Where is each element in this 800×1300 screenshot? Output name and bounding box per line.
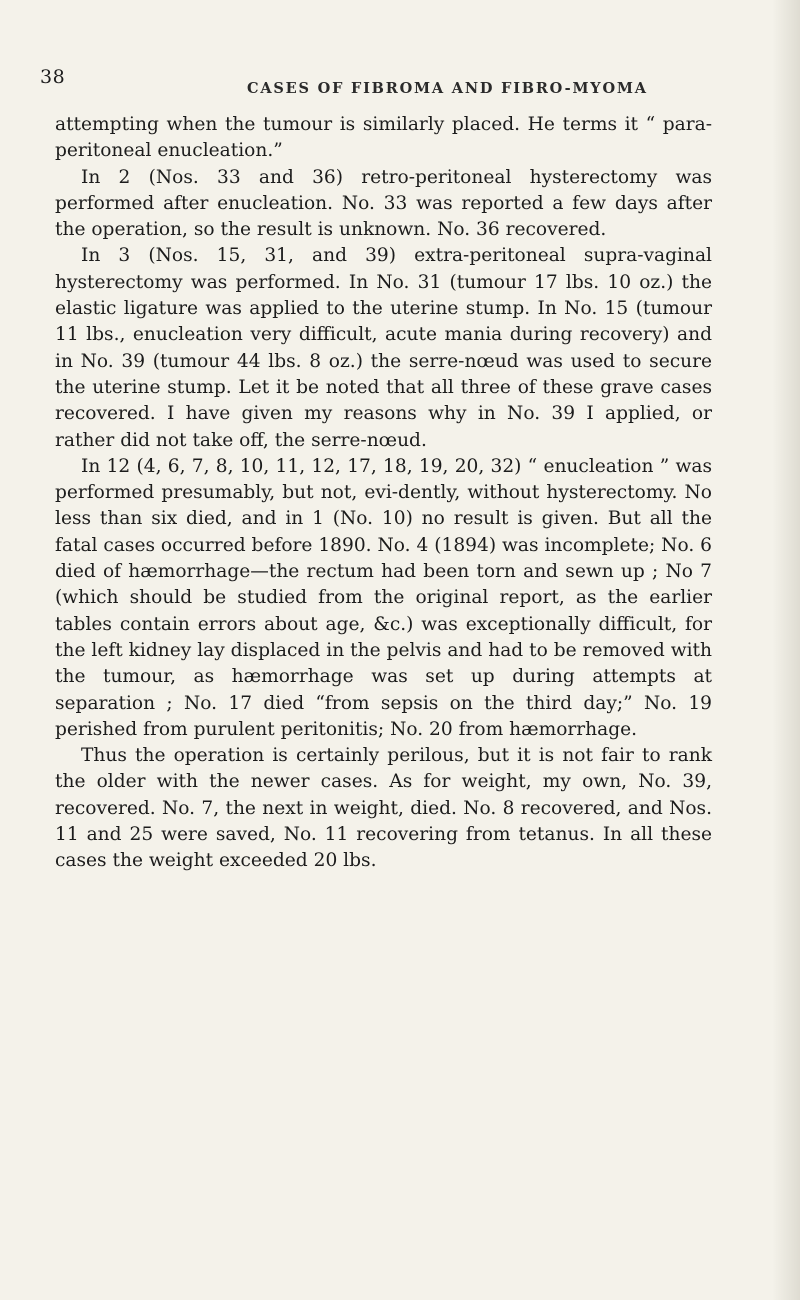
paragraph-4: In 12 (4, 6, 7, 8, 10, 11, 12, 17, 18, 19, 20, 32) “ enucleation ” was performed presumably, but not, evi-dently, without hysterectomy. No less than six died, and in 1 (No. 10) no result is given. But all the fatal cases occurred before 1890. No. 4 (1894) was incomplete; No. 6 died of hæmorrhage—the rectum had been torn and sewn up ; No 7 (which should be studied from the original report, as the earlier tables contain errors about age, &c.) was exceptionally difficult, for the left kidney lay displaced in the pelvis and had to be removed with the tumour, as hæmorrhage was set up during attempts at separation ; No. 17 died “from sepsis on the third day;” No. 19 perished from purulent peritonitis; No. 20 from hæmorrhage. <box>55 455 712 740</box>
paragraph-1: attempting when the tumour is similarly placed. He terms it “ para-peritoneal enucleation.” <box>55 114 712 162</box>
page-edge-shadow <box>772 0 800 1300</box>
paragraph-3: In 3 (Nos. 15, 31, and 39) extra-peritoneal supra-vaginal hysterectomy was performed. In No. 31 (tumour 17 lbs. 10 oz.) the elastic ligature was applied to the uterine stump. In No. 15 (tumour 11 lbs., enucleation very difficult, acute mania during recovery) and in No. 39 (tumour 44 lbs. 8 oz.) the serre-nœud was used to secure the uterine stump. Let it be noted that all three of these grave cases recovered. I have given my reasons why in No. 39 I applied, or rather did not take off, the serre-nœud. <box>55 245 712 451</box>
running-title: CASES OF FIBROMA AND FIBRO-MYOMA <box>247 80 648 97</box>
paragraph-2: In 2 (Nos. 33 and 36) retro-peritoneal hysterectomy was performed after enucleation. No. 33 was reported a few days after the operation, so the result is unknown. No. 36 recovered. <box>55 166 712 241</box>
body-text <box>55 112 712 875</box>
page-number: 38 <box>40 66 66 88</box>
running-head <box>0 66 800 106</box>
paragraph-5: Thus the operation is certainly perilous, but it is not fair to rank the older with the newer cases. As for weight, my own, No. 39, recovered. No. 7, the next in weight, died. No. 8 recovered, and Nos. 11 and 25 were saved, No. 11 recovering from tetanus. In all these cases the weight exceeded 20 lbs. <box>55 745 712 872</box>
